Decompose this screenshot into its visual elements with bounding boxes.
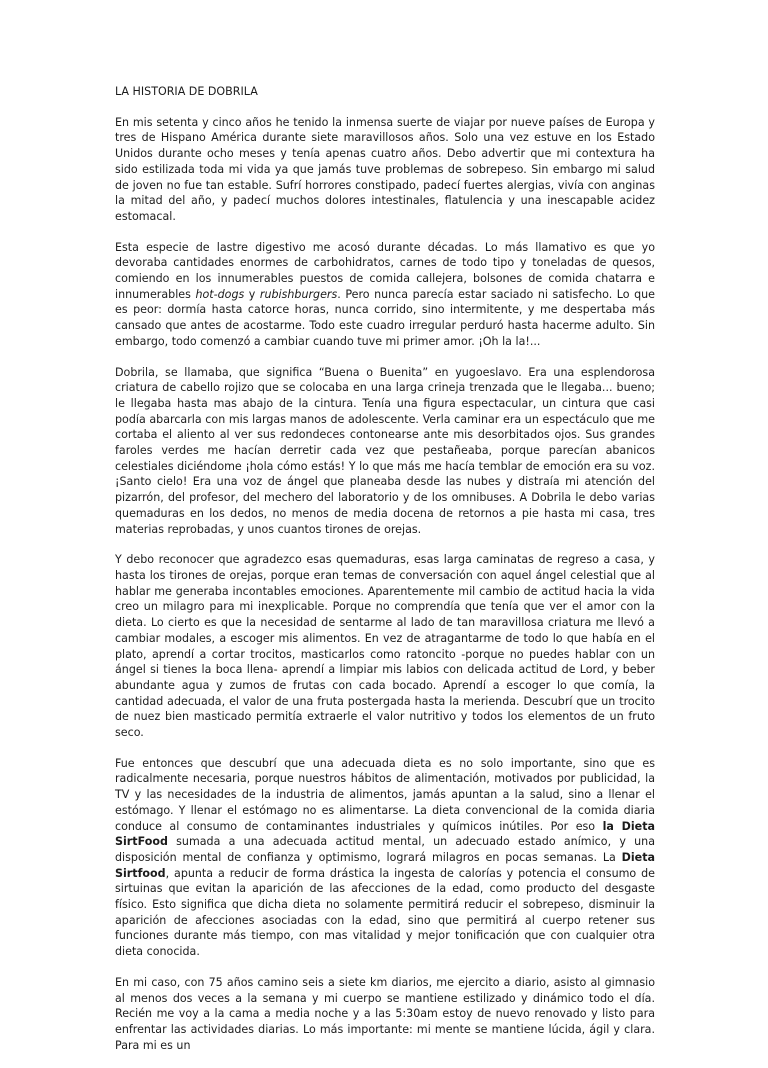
text-run: Dobrila, se llamaba, que significa “Buena o Buenita” en yugoeslavo. Era una esplendorosa criatura de cabello rojizo que se colocaba en una larga crineja trenzada que le llegaba... bueno; le llegaba hasta mas abajo de la cintura. Tenía una figura espectacular, un cintura que casi podía abarcarla con mis largas manos de adolescente. Verla caminar era un espectáculo que me cortaba el aliento al ver sus redondeces contonearse ante mis desorbitados ojos. Sus grandes faroles verdes me hacían derretir cada vez que pestañeaba, porque parecían abanicos celestiales diciéndome ¡hola cómo estás! Y lo que más me hacía temblar de emoción era su voz. ¡Santo cielo! Era una voz de ángel que planeaba desde las nubes y distraía mi atención del pizarrón, del profesor, del mechero del laboratorio y de los omnibuses. A Dobrila le debo varias quemaduras en los dedos, no menos de media docena de retornos a pie hasta mi casa, tres materias reprobadas, y unos cuantos tirones de orejas. [115, 365, 655, 536]
bold-text-run: Dieta Sirtfood [115, 850, 655, 880]
italic-text-run: hot-dogs [195, 287, 245, 301]
paragraph [115, 365, 655, 538]
paragraph [115, 975, 655, 1054]
text-run: , apunta a reducir de forma drástica la ingesta de calorías y potencia el consumo de sirtuinas que evitan la aparición de las afecciones de la edad, como producto del desgaste físico. Esto significa que dicha dieta no solamente permitirá reducir el sobrepeso, disminuir la aparición de afecciones asociadas con la edad, sino que permitirá al cuerpo retener sus funciones durante más tiempo, con mas vitalidad y mejor tonificación que con cualquier otra dieta conocida. [115, 866, 655, 959]
document-title: LA HISTORIA DE DOBRILA [115, 85, 258, 98]
text-run: Fue entonces que descubrí que una adecuada dieta es no solo importante, sino que es radicalmente necesaria, porque nuestros hábitos de alimentación, motivados por publicidad, la TV y las necesidades de la industria de alimentos, jamás apuntan a la salud, sino a llenar el estómago. Y llenar el estómago no es alimentarse. La dieta convencional de la comida diaria conduce al consumo de contaminantes industriales y químicos inútiles. Por eso [115, 756, 655, 833]
text-run: Y debo reconocer que agradezco esas quemaduras, esas larga caminatas de regreso a casa, y hasta los tirones de orejas, porque eran temas de conversación con aquel ángel celestial que al hablar me generaba incontables emociones. Aparentemente mil cambio de actitud hacia la vida creo un milagro para mi inexplicable. Porque no comprendía que tenía que ver el amor con la dieta. Lo cierto es que la necesidad de sentarme al lado de tan maravillosa criatura me llevó a cambiar modales, a escoger mis alimentos. En vez de atragantarme de todo lo que había en el plato, aprendí a cortar trocitos, masticarlos como ratoncito -porque no puedes hablar con un ángel si tienes la boca llena- aprendí a limpiar mis labios con delicada actitud de Lord, y beber abundante agua y zumos de frutas con cada bocado. Aprendí a escoger lo que comía, la cantidad adecuada, el valor de una fruta postergada hasta la merienda. Descubrí que un trocito de nuez bien masticado permitía extraerle el valor nutritivo y todos los elementos de un fruto seco. [115, 553, 655, 740]
paragraph [115, 552, 655, 740]
text-run: sumada a una adecuada actitud mental, un adecuado estado anímico, y una disposición mental de confianza y optimismo, logrará milagros en pocas semanas. La [115, 835, 655, 864]
paragraph [115, 756, 655, 960]
text-run: y [244, 287, 260, 301]
text-run: En mi caso, con 75 años camino seis a siete km diarios, me ejercito a diario, asisto al gimnasio al menos dos veces a la semana y mi cuerpo se mantiene estilizado y dinámico todo el día. Recién me voy a la cama a media noche y a las 5:30am estoy de nuevo renovado y listo para enfrentar las actividades diarias. Lo más importante: mi mente se mantiene lúcida, ágil y clara. Para mi es un [115, 975, 655, 1052]
text-run: En mis setenta y cinco años he tenido la inmensa suerte de viajar por nueve países de Europa y tres de Hispano América durante siete maravillosos años. Solo una vez estuve en los Estado Unidos durante ocho meses y tenía apenas cuatro años. Debo advertir que mi contextura ha sido estilizada toda mi vida ya que jamás tuve problemas de sobrepeso. Sin embargo mi salud de joven no fue tan estable. Sufrí horrores constipado, padecí fuertes alergias, vivía con anginas la mitad del año, y padecí muchos dolores intestinales, flatulencia y una inescapable acidez estomacal. [115, 115, 655, 223]
document-page [115, 84, 655, 1068]
paragraph [115, 115, 655, 225]
text-run: . Pero nunca parecía estar saciado ni satisfecho. Lo que es peor: dormía hasta catorce horas, nunca corrido, sino intermitente, y me despertaba más cansado que antes de acostarme. Todo este cuadro irregular perduró hasta hacerme adulto. Sin embargo, todo comenzó a cambiar cuando tuve mi primer amor. ¡Oh la la!... [115, 287, 655, 348]
bold-text-run: la Dieta SirtFood [115, 819, 655, 849]
paragraph [115, 240, 655, 350]
text-run: Esta especie de lastre digestivo me acosó durante décadas. Lo más llamativo es que yo devoraba cantidades enormes de carbohidratos, carnes de todo tipo y toneladas de quesos, comiendo en los innumerables puestos de comida callejera, bolsones de comida chatarra e innumerables [115, 240, 655, 301]
italic-text-run: rubishburgers [259, 287, 338, 301]
